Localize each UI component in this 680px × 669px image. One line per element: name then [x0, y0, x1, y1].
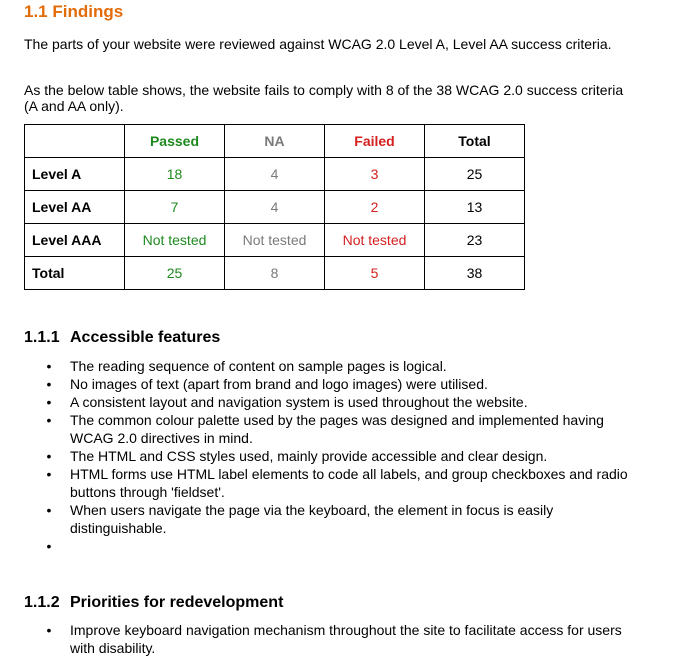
- cell-total: 13: [425, 191, 525, 224]
- cell-failed: 2: [325, 191, 425, 224]
- priorities-heading: [24, 594, 283, 612]
- table-header-row: [25, 125, 525, 158]
- list-item: [44, 357, 644, 375]
- header-na: NA: [225, 125, 325, 158]
- cell-passed: Not tested: [125, 224, 225, 257]
- list-item: [44, 621, 644, 657]
- priorities-title: Priorities for redevelopment: [70, 594, 284, 611]
- table-row: [25, 257, 525, 290]
- cell-na: Not tested: [225, 224, 325, 257]
- accessible-title: Accessible features: [70, 329, 221, 346]
- header-empty: [25, 125, 125, 158]
- bullet-icon: •: [46, 502, 52, 518]
- bullet-icon: •: [46, 358, 52, 374]
- list-item: [44, 411, 644, 447]
- row-label: Total: [25, 257, 125, 290]
- header-passed: Passed: [125, 125, 225, 158]
- summary-paragraph: As the below table shows, the website fails to comply with 8 of the 38 WCAG 2.0 success criteria (A and AA only).: [24, 82, 624, 114]
- header-failed: Failed: [325, 125, 425, 158]
- cell-total: 38: [425, 257, 525, 290]
- list-item: [44, 465, 644, 501]
- bullet-icon: •: [46, 394, 52, 410]
- bullet-icon: •: [46, 622, 52, 638]
- cell-failed: Not tested: [325, 224, 425, 257]
- list-item: [44, 393, 644, 411]
- section-title: 1.1 Findings: [24, 2, 124, 21]
- accessible-heading: [24, 329, 220, 347]
- cell-na: 8: [225, 257, 325, 290]
- list-item: [44, 537, 644, 555]
- bullet-icon: •: [46, 376, 52, 392]
- list-item: [44, 375, 644, 393]
- cell-passed: 7: [125, 191, 225, 224]
- header-total: Total: [425, 125, 525, 158]
- priorities-number: 1.1.2: [24, 594, 60, 611]
- priorities-list: [44, 621, 644, 657]
- row-label: Level AA: [25, 191, 125, 224]
- intro-paragraph: The parts of your website were reviewed against WCAG 2.0 Level A, Level AA success criteria.: [24, 36, 612, 52]
- bullet-icon: •: [46, 448, 52, 464]
- row-label: Level AAA: [25, 224, 125, 257]
- list-item-text: The reading sequence of content on sample pages is logical.: [70, 358, 447, 374]
- list-item-text: A consistent layout and navigation system is used throughout the website.: [70, 394, 528, 410]
- bullet-icon: •: [46, 466, 52, 482]
- bullet-icon: •: [46, 538, 52, 554]
- list-item-text: The HTML and CSS styles used, mainly provide accessible and clear design.: [70, 448, 548, 464]
- findings-table: [24, 124, 525, 290]
- list-item-text: When users navigate the page via the keyboard, the element in focus is easily distinguishable.: [70, 502, 554, 536]
- cell-na: 4: [225, 191, 325, 224]
- cell-na: 4: [225, 158, 325, 191]
- accessible-list: [44, 357, 644, 555]
- list-item: [44, 501, 644, 537]
- table-row: [25, 224, 525, 257]
- list-item-text: [70, 538, 74, 554]
- list-item: [44, 447, 644, 465]
- accessible-number: 1.1.1: [24, 329, 60, 346]
- bullet-icon: •: [46, 412, 52, 428]
- table-row: [25, 191, 525, 224]
- row-label: Level A: [25, 158, 125, 191]
- list-item-text: No images of text (apart from brand and logo images) were utilised.: [70, 376, 488, 392]
- cell-passed: 25: [125, 257, 225, 290]
- cell-failed: 5: [325, 257, 425, 290]
- cell-total: 23: [425, 224, 525, 257]
- table-row: [25, 158, 525, 191]
- list-item-text: Improve keyboard navigation mechanism throughout the site to facilitate access for users with disability.: [70, 622, 622, 656]
- cell-total: 25: [425, 158, 525, 191]
- list-item-text: The common colour palette used by the pages was designed and implemented having WCAG 2.0 directives in mind.: [70, 412, 604, 446]
- cell-passed: 18: [125, 158, 225, 191]
- list-item-text: HTML forms use HTML label elements to code all labels, and group checkboxes and radio buttons through 'fieldset'.: [70, 466, 628, 500]
- cell-failed: 3: [325, 158, 425, 191]
